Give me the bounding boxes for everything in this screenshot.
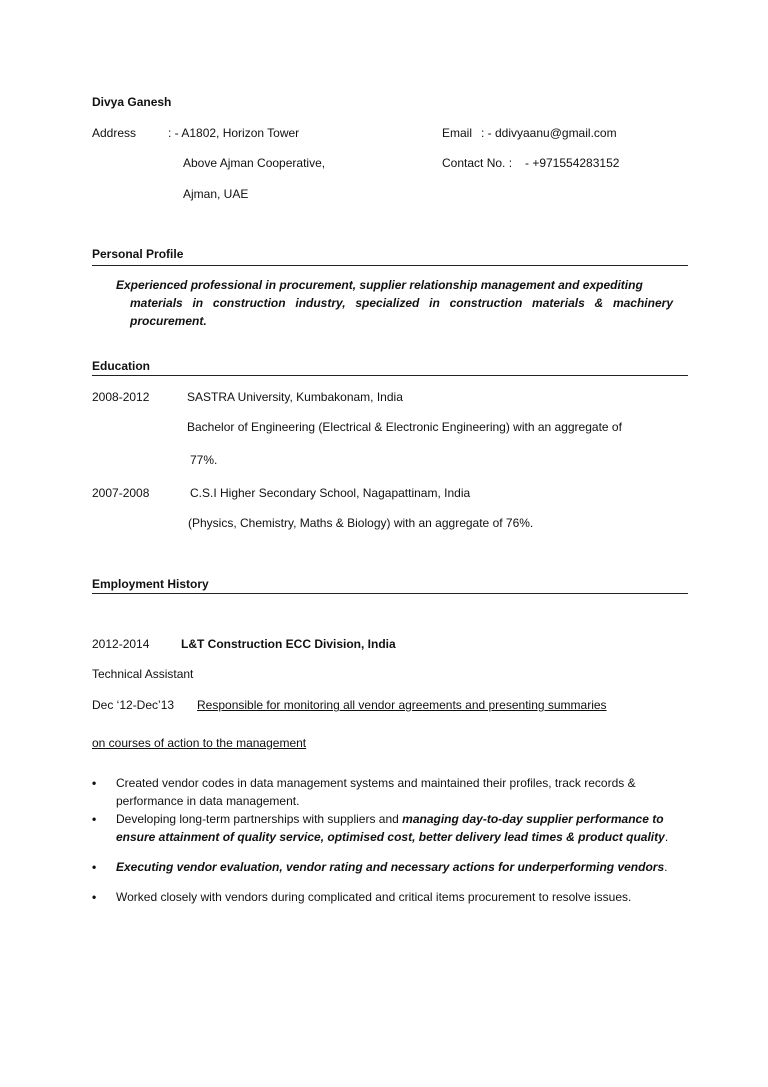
employment-summary-line-1: Responsible for monitoring all vendor agreements and presenting summaries xyxy=(197,698,607,712)
profile-divider xyxy=(92,265,688,266)
email-value: : - ddivyaanu@gmail.com xyxy=(481,126,617,140)
bullet-icon: • xyxy=(92,776,97,790)
phone-label: Contact No. : xyxy=(442,156,513,170)
education-divider xyxy=(92,375,688,376)
profile-text xyxy=(116,276,673,330)
employment-divider xyxy=(92,593,688,594)
education-institution-1: SASTRA University, Kumbakonam, India xyxy=(187,390,403,404)
candidate-name: Divya Ganesh xyxy=(92,95,172,109)
address-line-1: : - A1802, Horizon Tower xyxy=(168,126,300,140)
education-years-1: 2008-2012 xyxy=(92,390,150,404)
employment-years: 2012-2014 xyxy=(92,637,150,651)
list-item: • Developing long-term partnerships with suppliers and managing day-to-day supplier performance to ensure attainment of quality service, optimised cost, better delivery lead times & product quality. xyxy=(92,812,669,844)
address-line-3: Ajman, UAE xyxy=(183,187,249,201)
education-heading: Education xyxy=(92,359,151,373)
employment-summary-line-2: on courses of action to the management xyxy=(92,736,307,750)
employment-bullet-list xyxy=(92,774,682,906)
employment-company: L&T Construction ECC Division, India xyxy=(181,637,396,651)
list-item: • Created vendor codes in data management systems and maintained their profiles, track records & performance in data management. xyxy=(92,776,636,808)
profile-text-line-1: Experienced professional in procurement, supplier relationship management and expediting xyxy=(116,278,643,292)
phone-value: - +971554283152 xyxy=(525,156,620,170)
bullet-icon: • xyxy=(92,890,97,904)
bullet-icon: • xyxy=(92,812,97,826)
education-years-2: 2007-2008 xyxy=(92,486,150,500)
education-detail-1a: Bachelor of Engineering (Electrical & Electronic Engineering) with an aggregate of xyxy=(187,420,622,434)
profile-text-rest: materials in construction industry, specialized in construction materials & machinery procurement. xyxy=(130,296,673,328)
education-detail-2: (Physics, Chemistry, Maths & Biology) with an aggregate of 76%. xyxy=(188,516,534,530)
employment-period: Dec ‘12-Dec’13 xyxy=(92,698,175,712)
address-label: Address xyxy=(92,126,137,140)
bullet-icon: • xyxy=(92,860,97,874)
profile-heading: Personal Profile xyxy=(92,247,184,261)
list-item: • Worked closely with vendors during complicated and critical items procurement to resolve issues. xyxy=(92,890,632,904)
address-line-2: Above Ajman Cooperative, xyxy=(183,156,326,170)
email-label: Email xyxy=(442,126,473,140)
education-institution-2: C.S.I Higher Secondary School, Nagapattinam, India xyxy=(190,486,471,500)
list-item: • Executing vendor evaluation, vendor rating and necessary actions for underperforming vendors. xyxy=(92,860,668,874)
employment-role: Technical Assistant xyxy=(92,667,194,681)
employment-heading: Employment History xyxy=(92,577,209,591)
education-detail-1b: 77%. xyxy=(190,453,218,467)
